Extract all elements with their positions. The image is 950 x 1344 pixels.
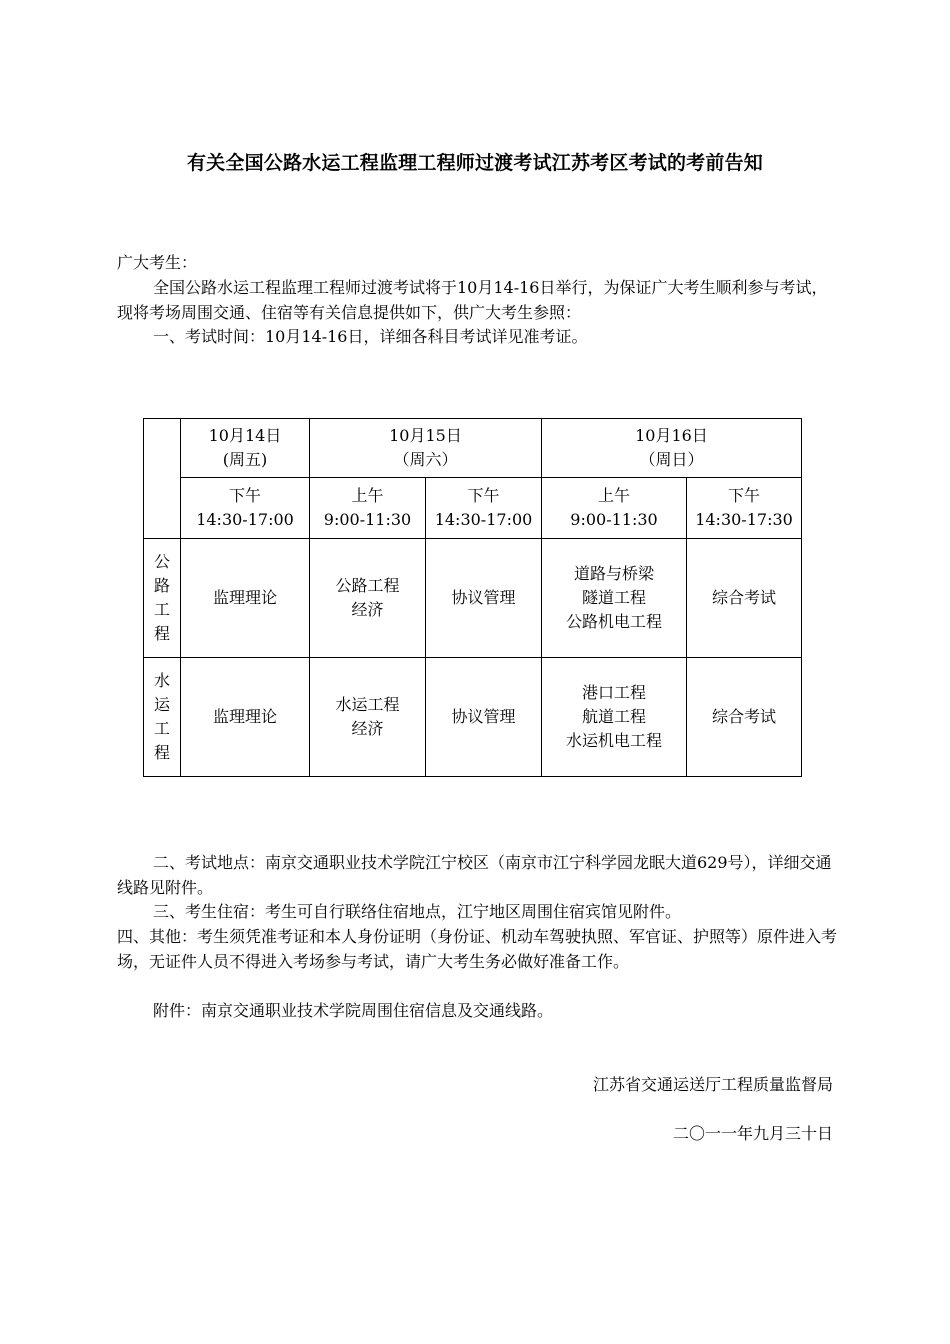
table-row [144, 539, 802, 658]
subject-cell: 道路与桥梁 隧道工程 公路机电工程 [542, 539, 687, 658]
row-label-waterway: 水 运 工 程 [144, 658, 181, 777]
table-row [144, 658, 802, 777]
table-header-row [144, 419, 802, 478]
session-header: 下午 14:30-17:00 [426, 478, 542, 539]
exam-schedule-table [143, 418, 802, 777]
subject-cell: 监理理论 [181, 658, 310, 777]
session-header: 上午 9:00-11:30 [542, 478, 687, 539]
exam-time-item: 一、考试时间：10月14-16日，详细各科目考试详见准考证。 [153, 327, 588, 346]
session-header: 下午 14:30-17:30 [687, 478, 802, 539]
issue-date: 二〇一一年九月三十日 [672, 1124, 833, 1143]
accommodation-item: 三、考生住宿：考生可自行联络住宿地点，江宁地区周围住宿宾馆见附件。 [153, 902, 682, 921]
day-header: 10月16日 （周日） [542, 419, 802, 478]
subject-cell: 港口工程 航道工程 水运机电工程 [542, 658, 687, 777]
subject-cell: 协议管理 [426, 658, 542, 777]
row-label-highway: 公 路 工 程 [144, 539, 181, 658]
issuer-signature: 江苏省交通运送厅工程质量监督局 [592, 1075, 833, 1094]
subject-cell: 水运工程 经济 [310, 658, 426, 777]
subject-cell: 综合考试 [687, 539, 802, 658]
document-title: 有关全国公路水运工程监理工程师过渡考试江苏考区考试的考前告知 [186, 152, 763, 174]
subject-cell: 综合考试 [687, 658, 802, 777]
attachment-note: 附件：南京交通职业技术学院周围住宿信息及交通线路。 [153, 1001, 554, 1020]
other-item: 四、其他：考生须凭准考证和本人身份证明（身份证、机动车驾驶执照、军官证、护照等）原件进入考场，无证件人员不得进入考场参与考试，请广大考生务必做好准备工作。 [117, 927, 838, 971]
intro-paragraph: 全国公路水运工程监理工程师过渡考试将于10月14-16日举行，为保证广大考生顺利参与考试，现将考场周围交通、住宿等有关信息提供如下，供广大考生参照： [117, 278, 828, 322]
subject-cell: 监理理论 [181, 539, 310, 658]
salutation: 广大考生： [117, 253, 198, 272]
session-header: 上午 9:00-11:30 [310, 478, 426, 539]
exam-location-item: 二、考试地点：南京交通职业技术学院江宁校区（南京市江宁科学园龙眠大道629号），详细交通线路见附件。 [117, 853, 832, 897]
session-row [144, 478, 802, 539]
subject-cell: 公路工程 经济 [310, 539, 426, 658]
subject-cell: 协议管理 [426, 539, 542, 658]
day-header: 10月14日 (周五) [181, 419, 310, 478]
session-header: 下午 14:30-17:00 [181, 478, 310, 539]
corner-cell [144, 419, 181, 539]
day-header: 10月15日 （周六） [310, 419, 542, 478]
